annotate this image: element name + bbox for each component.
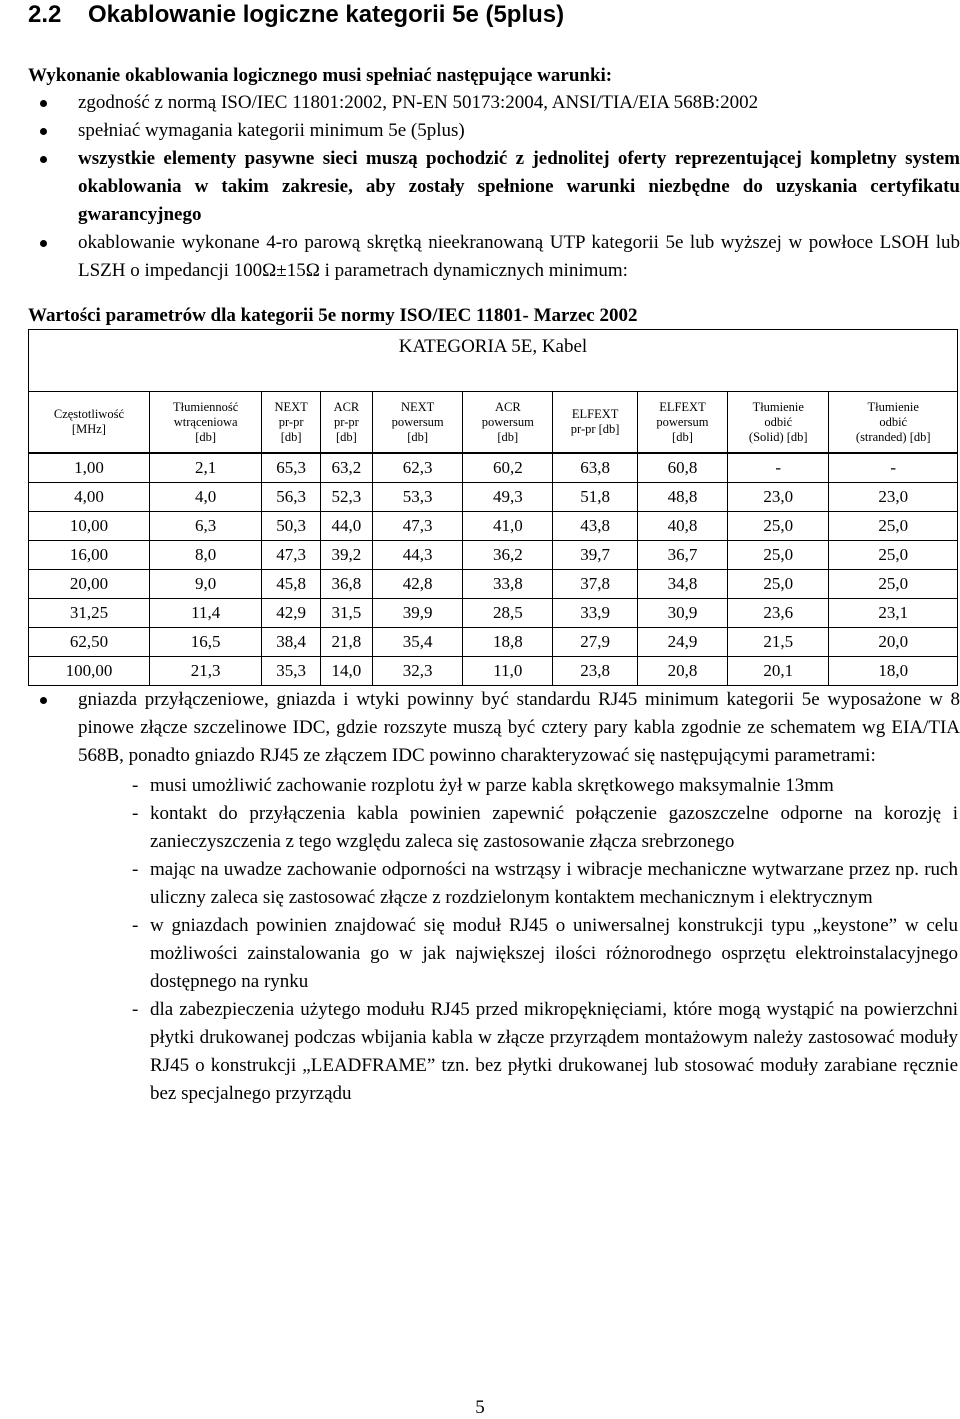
header-line: [db] — [195, 429, 217, 444]
table-cell: 39,2 — [320, 541, 372, 570]
table-cell: 51,8 — [553, 483, 637, 512]
dash-list-item — [28, 912, 960, 996]
table-cell: 36,2 — [463, 541, 553, 570]
table-cell: 23,1 — [829, 599, 958, 628]
list-item — [28, 145, 960, 229]
table-cell: 62,3 — [373, 453, 463, 483]
table-cell: 30,9 — [637, 599, 727, 628]
header-line: [MHz] — [71, 422, 106, 436]
dash-marker: - — [132, 775, 139, 796]
list-item-text: wszystkie elementy pasywne sieci muszą pochodzić z jednolitej oferty reprezentującej kompletny system okablowania w takim zakresie, aby zostały spełnione warunki niezbędne do uzyskania certyfikatu gwarancyjnego — [78, 148, 960, 225]
header-line: ACR — [494, 399, 521, 414]
table-cell: 14,0 — [320, 657, 372, 686]
header-line: [db] — [672, 429, 693, 444]
table-cell: 31,25 — [29, 599, 150, 628]
table-cell: 53,3 — [373, 483, 463, 512]
list-item — [28, 229, 960, 285]
table-cell: 24,9 — [637, 628, 727, 657]
table-cell: 23,6 — [728, 599, 829, 628]
header-line: NEXT — [400, 399, 435, 414]
list-item — [28, 89, 960, 117]
table-row — [29, 657, 958, 686]
table-cell: 63,2 — [320, 453, 372, 483]
dash-list-item-text: dla zabezpieczenia użytego modułu RJ45 przed mikropęknięciami, które mogą wystąpić na powierzchni płytki drukowanej podczas wbijania kabla w złącze przyrządem montażowym należy zastosować moduły RJ45 o konstrukcji „LEADFRAME” tzn. bez płytki drukowanej lub stosować moduły zarabiane ręcznie bez specjalnego przyrządu — [150, 999, 958, 1104]
header-line: pr-pr — [278, 414, 304, 429]
table-caption-row — [29, 330, 958, 392]
parameters-table — [28, 329, 958, 686]
bullet-icon — [40, 697, 47, 704]
header-line: [db] — [407, 429, 429, 444]
dash-list-item — [28, 856, 960, 912]
bullet-icon — [40, 156, 47, 163]
document-body — [28, 62, 960, 1108]
dash-marker: - — [132, 859, 139, 880]
table-cell: 42,9 — [262, 599, 320, 628]
table-cell: 25,0 — [829, 541, 958, 570]
table-cell: 21,5 — [728, 628, 829, 657]
dash-marker: - — [132, 803, 139, 824]
header-line: odbić — [764, 414, 793, 429]
table-cell: 40,8 — [637, 512, 727, 541]
list-item-text: gniazda przyłączeniowe, gniazda i wtyki powinny być standardu RJ45 minimum kategorii 5e wyposażone w 8 pinowe złącze szczelinowe IDC, gdzie rozszyte muszą być cztery pary kabla zgodnie ze schematem wg EIA/TIA 568B, ponadto gniazdo RJ45 ze złączem IDC powinno charakteryzować się następującymi parametrami: — [78, 689, 960, 766]
intro-text: Wykonanie okablowania logicznego musi spełniać następujące warunki: — [28, 65, 613, 86]
connector-parameters-list — [28, 772, 960, 1108]
column-header — [463, 392, 553, 454]
table-cell: - — [829, 453, 958, 483]
table-cell: 1,00 — [29, 453, 150, 483]
table-cell: 16,00 — [29, 541, 150, 570]
table-cell: 52,3 — [320, 483, 372, 512]
header-line: Tłumienie — [752, 399, 804, 414]
table-cell: 18,0 — [829, 657, 958, 686]
list-item-text: spełniać wymagania kategorii minimum 5e (5plus) — [78, 120, 465, 141]
header-line: powersum — [481, 414, 534, 429]
header-line: ELFEXT — [659, 399, 706, 414]
table-cell: - — [728, 453, 829, 483]
dash-list-item-text: kontakt do przyłączenia kabla powinien zapewnić połączenie gazoszczelne odporne na korozję i zanieczyszczenia z tego względu zaleca się zastosowanie złącza srebrzonego — [150, 803, 958, 852]
table-cell: 8,0 — [149, 541, 262, 570]
column-header — [29, 392, 150, 454]
table-row — [29, 628, 958, 657]
table-cell: 25,0 — [728, 541, 829, 570]
table-cell: 25,0 — [829, 512, 958, 541]
table-cell: 56,3 — [262, 483, 320, 512]
dash-list-item — [28, 996, 960, 1108]
column-header — [829, 392, 958, 454]
dash-marker: - — [132, 915, 139, 936]
table-cell: 34,8 — [637, 570, 727, 599]
dash-list-item-text: mając na uwadze zachowanie odporności na wstrząsy i wibracje mechaniczne wytwarzane przez np. ruch uliczny zaleca się zastosować złącze z rozdzielonym kontaktem mechanicznym i elektrycznym — [150, 859, 958, 908]
table-cell: 31,5 — [320, 599, 372, 628]
table-cell: 25,0 — [728, 570, 829, 599]
column-header — [637, 392, 727, 454]
table-cell: 4,00 — [29, 483, 150, 512]
column-header — [262, 392, 320, 454]
header-line: powersum — [656, 414, 709, 429]
table-cell: 36,8 — [320, 570, 372, 599]
column-header — [553, 392, 637, 454]
table-row — [29, 541, 958, 570]
column-header — [373, 392, 463, 454]
table-cell: 2,1 — [149, 453, 262, 483]
column-header — [320, 392, 372, 454]
dash-marker: - — [132, 999, 139, 1020]
header-line: odbić — [879, 414, 908, 429]
table-cell: 20,1 — [728, 657, 829, 686]
header-line: (stranded) [db] — [855, 429, 931, 444]
header-line: pr-pr — [334, 414, 359, 429]
table-cell: 44,3 — [373, 541, 463, 570]
section-number: 2.2 — [28, 1, 62, 28]
bullet-icon — [40, 240, 47, 247]
header-line: (Solid) [db] — [748, 429, 808, 444]
table-cell: 16,5 — [149, 628, 262, 657]
table-cell: 65,3 — [262, 453, 320, 483]
table-row — [29, 512, 958, 541]
table-cell: 45,8 — [262, 570, 320, 599]
table-cell: 23,0 — [829, 483, 958, 512]
table-cell: 11,0 — [463, 657, 553, 686]
table-cell: 32,3 — [373, 657, 463, 686]
table-cell: 36,7 — [637, 541, 727, 570]
column-header — [149, 392, 262, 454]
header-line: NEXT — [274, 399, 308, 414]
section-title: Okablowanie logiczne kategorii 5e (5plus) — [88, 1, 565, 28]
connectors-list — [28, 686, 960, 770]
header-line: Tłumienie — [867, 399, 919, 414]
table-cell: 27,9 — [553, 628, 637, 657]
table-cell: 48,8 — [637, 483, 727, 512]
header-line: [db] — [336, 429, 357, 444]
table-cell: 47,3 — [262, 541, 320, 570]
header-line: Częstotliwość — [53, 407, 124, 421]
table-cell: 62,50 — [29, 628, 150, 657]
header-line: powersum — [391, 414, 444, 429]
table-cell: 39,9 — [373, 599, 463, 628]
dash-list-item — [28, 772, 960, 800]
table-cell: 60,2 — [463, 453, 553, 483]
table-cell: 100,00 — [29, 657, 150, 686]
table-cell: 33,8 — [463, 570, 553, 599]
table-cell: 11,4 — [149, 599, 262, 628]
table-title: Wartości parametrów dla kategorii 5e normy ISO/IEC 11801- Marzec 2002 — [28, 305, 638, 326]
table-cell: 28,5 — [463, 599, 553, 628]
table-cell: 49,3 — [463, 483, 553, 512]
list-item-text: okablowanie wykonane 4-ro parową skrętką nieekranowaną UTP kategorii 5e lub wyższej w powłoce LSOH lub LSZH o impedancji 100Ω±15Ω i parametrach dynamicznych minimum: — [78, 232, 960, 281]
table-cell: 21,3 — [149, 657, 262, 686]
table-cell: 41,0 — [463, 512, 553, 541]
table-cell: 33,9 — [553, 599, 637, 628]
table-cell: 9,0 — [149, 570, 262, 599]
dash-list-item-text: musi umożliwić zachowanie rozplotu żył w parze kabla skrętkowego maksymalnie 13mm — [150, 775, 834, 796]
table-cell: 39,7 — [553, 541, 637, 570]
header-line: [db] — [497, 429, 519, 444]
table-cell: 23,0 — [728, 483, 829, 512]
table-caption: KATEGORIA 5E, Kabel — [29, 330, 958, 392]
section-heading — [28, 0, 564, 30]
table-cell: 10,00 — [29, 512, 150, 541]
header-line: ELFEXT — [571, 407, 619, 421]
table-cell: 38,4 — [262, 628, 320, 657]
bullet-icon — [40, 128, 47, 135]
table-cell: 42,8 — [373, 570, 463, 599]
table-cell: 4,0 — [149, 483, 262, 512]
header-line: [db] — [280, 429, 302, 444]
table-cell: 20,0 — [829, 628, 958, 657]
list-item — [28, 686, 960, 770]
table-cell: 18,8 — [463, 628, 553, 657]
header-line: wtrąceniowa — [173, 414, 238, 429]
table-cell: 35,4 — [373, 628, 463, 657]
page-number: 5 — [475, 1397, 485, 1418]
table-cell: 37,8 — [553, 570, 637, 599]
table-row — [29, 483, 958, 512]
table-cell: 63,8 — [553, 453, 637, 483]
table-cell: 47,3 — [373, 512, 463, 541]
table-cell: 44,0 — [320, 512, 372, 541]
header-line: ACR — [333, 399, 360, 414]
table-row — [29, 570, 958, 599]
table-row — [29, 453, 958, 483]
table-cell: 6,3 — [149, 512, 262, 541]
table-cell: 21,8 — [320, 628, 372, 657]
table-cell: 20,8 — [637, 657, 727, 686]
requirements-list — [28, 89, 960, 285]
header-line: pr-pr [db] — [570, 422, 620, 436]
table-cell: 60,8 — [637, 453, 727, 483]
list-item-text: zgodność z normą ISO/IEC 11801:2002, PN-EN 50173:2004, ANSI/TIA/EIA 568B:2002 — [78, 92, 759, 113]
header-line: Tłumienność — [173, 399, 239, 414]
dash-list-item — [28, 800, 960, 856]
table-row — [29, 599, 958, 628]
table-cell: 35,3 — [262, 657, 320, 686]
table-cell: 20,00 — [29, 570, 150, 599]
bullet-icon — [40, 100, 47, 107]
dash-list-item-text: w gniazdach powinien znajdować się moduł RJ45 o uniwersalnej konstrukcji typu „keystone” w celu możliwości zainstalowania go w jak największej ilości różnorodnego osprzętu elektroinstalacyjnego dostępnego na rynku — [150, 915, 958, 992]
list-item — [28, 117, 960, 145]
table-cell: 25,0 — [728, 512, 829, 541]
table-cell: 23,8 — [553, 657, 637, 686]
table-cell: 25,0 — [829, 570, 958, 599]
column-header — [728, 392, 829, 454]
table-cell: 50,3 — [262, 512, 320, 541]
table-cell: 43,8 — [553, 512, 637, 541]
table-header-row — [29, 392, 958, 454]
